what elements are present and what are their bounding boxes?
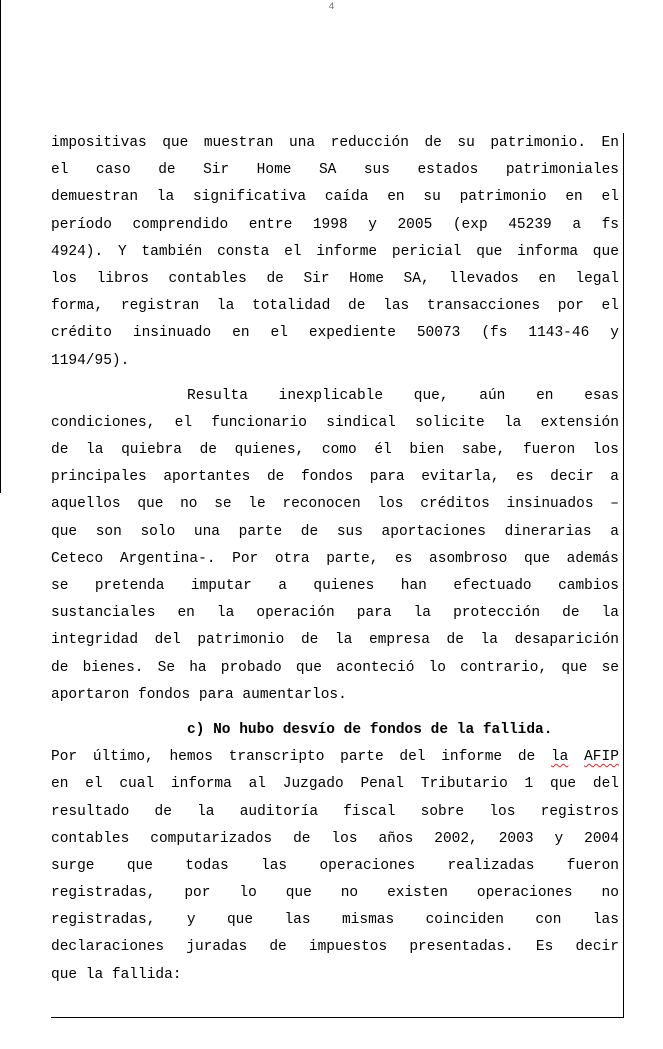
word: condiciones, bbox=[51, 414, 156, 431]
word: Ceteco bbox=[51, 550, 104, 567]
word: juradas bbox=[186, 939, 248, 956]
word: registran bbox=[120, 298, 200, 315]
word: (fs bbox=[481, 325, 508, 342]
word: el bbox=[284, 243, 302, 260]
word: realizadas bbox=[447, 857, 535, 874]
word: estados bbox=[417, 162, 479, 179]
word: que bbox=[162, 135, 189, 151]
text-line bbox=[51, 962, 619, 989]
word: comprendido bbox=[132, 216, 229, 233]
word: último, bbox=[92, 749, 154, 766]
word: 1 bbox=[524, 776, 534, 793]
word: los bbox=[331, 830, 358, 847]
word: quienes bbox=[313, 578, 375, 594]
word: funcionario bbox=[211, 414, 308, 431]
word: las bbox=[284, 912, 311, 929]
word: que bbox=[137, 496, 164, 513]
word: sabe, bbox=[461, 442, 506, 459]
word: aportaron bbox=[51, 686, 130, 703]
word: quiebra bbox=[121, 442, 182, 459]
word: el bbox=[601, 189, 619, 206]
text-line bbox=[51, 383, 619, 410]
word: que, bbox=[413, 387, 449, 404]
word: presentadas. bbox=[409, 939, 514, 956]
word: se bbox=[214, 496, 232, 513]
document-body bbox=[51, 130, 619, 989]
word: operaciones bbox=[319, 857, 416, 874]
word: que bbox=[523, 550, 551, 567]
word: (exp bbox=[452, 216, 488, 233]
text-line bbox=[51, 491, 619, 518]
word: que bbox=[285, 885, 312, 902]
word: sus bbox=[363, 162, 390, 179]
word: en bbox=[538, 270, 556, 287]
word: desaparición bbox=[514, 632, 619, 649]
word: fondos bbox=[138, 686, 191, 703]
word: a bbox=[572, 216, 582, 233]
word: los bbox=[592, 442, 619, 459]
word: del bbox=[399, 749, 426, 766]
word: Sir bbox=[303, 270, 330, 287]
text-line bbox=[51, 293, 619, 320]
word: todas bbox=[185, 857, 229, 874]
text-line bbox=[51, 853, 619, 880]
word: 50073 bbox=[416, 325, 461, 342]
word: el bbox=[270, 325, 288, 342]
word: patrimonio bbox=[197, 632, 285, 649]
word: que bbox=[550, 776, 577, 793]
word: aún bbox=[479, 387, 506, 404]
word: las bbox=[592, 912, 619, 929]
word: parte bbox=[340, 749, 384, 766]
word: no bbox=[180, 496, 198, 513]
word: extensión bbox=[540, 414, 619, 431]
word: reconocen bbox=[282, 496, 361, 513]
text-line bbox=[51, 266, 619, 293]
word: legal bbox=[575, 270, 619, 287]
word: 2005 bbox=[397, 216, 433, 233]
text-line bbox=[51, 907, 619, 934]
word: período bbox=[51, 216, 112, 233]
word: aquellos bbox=[51, 496, 121, 513]
word: Se bbox=[157, 659, 176, 676]
word: Tributario bbox=[420, 776, 508, 793]
word: parte bbox=[238, 523, 283, 540]
text-line bbox=[51, 519, 619, 546]
word: operación bbox=[256, 605, 335, 622]
word: de bbox=[266, 469, 285, 486]
right-margin-line bbox=[623, 133, 624, 1018]
word: impositivas bbox=[51, 135, 147, 151]
word: años bbox=[378, 830, 414, 847]
word: en bbox=[387, 189, 405, 206]
word: efectuado bbox=[453, 578, 532, 594]
text-line bbox=[51, 600, 619, 627]
word: fueron bbox=[566, 857, 619, 874]
word: computarizados bbox=[150, 830, 273, 847]
word: patrimonio. bbox=[490, 135, 587, 151]
word: asombroso bbox=[429, 550, 508, 567]
word: informe bbox=[316, 243, 378, 260]
word: cual bbox=[119, 776, 155, 793]
word: la bbox=[550, 749, 569, 766]
word: 1143-46 bbox=[528, 325, 590, 342]
word: son bbox=[95, 523, 122, 540]
text-line bbox=[51, 880, 619, 907]
word: – bbox=[610, 496, 619, 513]
word: fondos bbox=[300, 469, 354, 486]
word: registros bbox=[540, 803, 619, 820]
word: Penal bbox=[360, 776, 404, 793]
word: la bbox=[156, 189, 175, 206]
text-line bbox=[51, 320, 619, 347]
section-heading: c) No hubo desvío de fondos de la fallida. bbox=[187, 721, 553, 738]
word: reducción bbox=[330, 135, 409, 151]
word: de bbox=[158, 162, 176, 179]
word: insinuado bbox=[132, 325, 212, 342]
word: a bbox=[610, 523, 619, 540]
word: se bbox=[51, 578, 69, 594]
word: caso bbox=[95, 162, 131, 179]
word: informa bbox=[517, 243, 579, 260]
word: 1194/95). bbox=[51, 352, 130, 369]
word: de bbox=[348, 298, 366, 315]
word: por bbox=[184, 885, 211, 902]
word: decir bbox=[575, 939, 619, 956]
word: mismas bbox=[341, 912, 395, 929]
text-line bbox=[51, 546, 619, 573]
word: sobre bbox=[420, 803, 465, 820]
word: sindical bbox=[326, 414, 396, 431]
word: para bbox=[369, 469, 405, 486]
word: contrario, bbox=[460, 659, 548, 676]
word: bien bbox=[409, 442, 445, 459]
text-line bbox=[51, 184, 619, 211]
word: que bbox=[476, 243, 503, 260]
word: es bbox=[516, 469, 534, 486]
word: que bbox=[561, 659, 588, 676]
word: que bbox=[51, 523, 78, 540]
word: decir bbox=[550, 469, 594, 486]
word: quienes, bbox=[234, 442, 305, 459]
word: totalidad bbox=[252, 298, 331, 315]
word: y bbox=[554, 830, 564, 847]
paragraph bbox=[51, 130, 619, 375]
word: y bbox=[610, 325, 619, 342]
word: fs bbox=[601, 216, 619, 233]
word: de bbox=[300, 632, 319, 649]
word: resultado bbox=[51, 803, 130, 820]
word: en bbox=[51, 776, 69, 793]
word: operaciones bbox=[476, 885, 573, 902]
word: como bbox=[321, 442, 357, 459]
word: que bbox=[226, 912, 254, 929]
word: transacciones bbox=[426, 298, 541, 315]
word: la bbox=[216, 605, 235, 622]
word: de bbox=[154, 803, 172, 820]
word: han bbox=[400, 578, 427, 594]
word: con bbox=[535, 912, 562, 929]
word: 1998 bbox=[312, 216, 348, 233]
text-line bbox=[51, 799, 619, 826]
word: de bbox=[446, 632, 464, 649]
word: solicite bbox=[415, 414, 485, 431]
word: sustanciales bbox=[51, 605, 156, 622]
bottom-rule bbox=[51, 1017, 624, 1018]
word: surge bbox=[51, 857, 95, 874]
text-line bbox=[51, 157, 619, 184]
word: contables bbox=[51, 830, 130, 847]
word: dinerarias bbox=[504, 523, 592, 540]
word: protección bbox=[453, 605, 541, 622]
word: inexplicable bbox=[278, 387, 384, 404]
text-line bbox=[51, 573, 619, 600]
word: para bbox=[356, 605, 392, 622]
word: créditos bbox=[420, 496, 490, 513]
word: registradas, bbox=[51, 912, 156, 929]
word: auditoría bbox=[239, 803, 319, 820]
word: Sir bbox=[203, 162, 230, 179]
word: una bbox=[193, 523, 221, 540]
word: los bbox=[489, 803, 516, 820]
word: su bbox=[423, 189, 441, 206]
word: consta bbox=[217, 243, 270, 260]
word: en bbox=[565, 189, 583, 206]
text-line bbox=[51, 410, 619, 437]
paragraph-gap bbox=[51, 709, 619, 717]
word: registradas, bbox=[51, 885, 156, 902]
word: existen bbox=[387, 885, 448, 902]
word: llevados bbox=[449, 270, 519, 287]
text-line bbox=[51, 212, 619, 239]
word: esas bbox=[584, 387, 619, 404]
word: de bbox=[51, 659, 69, 676]
word: aumentarlos. bbox=[242, 686, 347, 703]
word: informa bbox=[170, 776, 232, 793]
word: 4924). bbox=[51, 243, 104, 260]
word: Y bbox=[117, 243, 127, 260]
word: informe bbox=[441, 749, 503, 766]
word: los bbox=[51, 270, 78, 287]
word: al bbox=[248, 776, 267, 793]
word: patrimoniales bbox=[505, 162, 619, 179]
word: probado bbox=[220, 659, 282, 676]
word: de bbox=[269, 939, 287, 956]
word: evitarla, bbox=[421, 469, 500, 486]
word: la bbox=[197, 803, 215, 820]
word: imputar bbox=[190, 578, 252, 594]
word: En bbox=[601, 135, 619, 151]
word: 2002, bbox=[434, 830, 478, 847]
text-line bbox=[51, 744, 619, 771]
word: bienes. bbox=[82, 659, 144, 676]
text-line bbox=[51, 826, 619, 853]
word: ha bbox=[189, 659, 207, 676]
word: hemos bbox=[169, 749, 213, 766]
word: demuestran bbox=[51, 189, 139, 206]
word: la bbox=[85, 966, 104, 983]
word: aportantes bbox=[163, 469, 251, 486]
word: de bbox=[266, 270, 284, 287]
word: para bbox=[198, 686, 234, 703]
text-line bbox=[51, 239, 619, 266]
word: Argentina-. bbox=[119, 550, 216, 567]
word: significativa bbox=[192, 189, 307, 206]
word: una bbox=[289, 135, 316, 151]
word: muestran bbox=[203, 135, 274, 151]
word: pericial bbox=[391, 243, 462, 260]
page-number: 4 bbox=[328, 2, 335, 13]
text-line bbox=[51, 437, 619, 464]
text-line bbox=[51, 130, 619, 157]
word: parte, bbox=[326, 550, 379, 567]
word: Resulta bbox=[187, 387, 248, 404]
word: Juzgado bbox=[282, 776, 344, 793]
text-line bbox=[51, 655, 619, 682]
word: su bbox=[457, 135, 475, 151]
word: 2003 bbox=[498, 830, 534, 847]
word: el bbox=[174, 414, 193, 431]
word: los bbox=[377, 496, 404, 513]
word: fallida: bbox=[111, 966, 182, 983]
word: de bbox=[199, 442, 218, 459]
text-line bbox=[51, 771, 619, 798]
word: Por bbox=[51, 749, 78, 766]
word: que bbox=[51, 966, 78, 983]
word: y bbox=[186, 912, 196, 929]
word: patrimonio bbox=[459, 189, 547, 206]
word: expediente bbox=[308, 325, 396, 342]
word: transcripto bbox=[228, 749, 325, 766]
word: del bbox=[592, 776, 619, 793]
text-line bbox=[51, 464, 619, 491]
word: contables bbox=[168, 270, 247, 287]
word: Home bbox=[349, 270, 384, 287]
word: la bbox=[216, 298, 235, 315]
word: le bbox=[248, 496, 266, 513]
word: la bbox=[86, 442, 104, 459]
word: otra bbox=[274, 550, 310, 567]
word: del bbox=[154, 632, 181, 649]
word: sus bbox=[336, 523, 363, 540]
word: las bbox=[383, 298, 410, 315]
word: la bbox=[503, 414, 522, 431]
word: que bbox=[295, 659, 322, 676]
word: de bbox=[517, 749, 536, 766]
word: impuestos bbox=[308, 939, 388, 956]
word: además bbox=[566, 550, 619, 567]
word: las bbox=[261, 857, 288, 874]
word: de bbox=[293, 830, 311, 847]
word: también bbox=[141, 243, 203, 260]
text-line bbox=[51, 627, 619, 654]
word: a bbox=[610, 469, 619, 486]
word: y bbox=[368, 216, 377, 233]
word: de bbox=[51, 442, 69, 459]
word: no bbox=[601, 885, 619, 902]
word: en bbox=[536, 387, 554, 404]
word: de bbox=[300, 523, 319, 540]
word: fiscal bbox=[343, 803, 396, 820]
word: que bbox=[126, 857, 153, 874]
word: 2004 bbox=[584, 830, 619, 847]
word: la bbox=[334, 632, 353, 649]
text-line bbox=[51, 348, 619, 375]
word: SA bbox=[318, 162, 337, 179]
text-line bbox=[51, 682, 619, 709]
word: de bbox=[562, 605, 580, 622]
word: en bbox=[177, 605, 195, 622]
word: empresa bbox=[369, 632, 430, 649]
word: él bbox=[374, 442, 392, 459]
word: insinuados bbox=[506, 496, 594, 513]
word: integridad bbox=[51, 632, 139, 649]
word: se bbox=[601, 659, 619, 676]
word: la bbox=[601, 605, 619, 622]
paragraph bbox=[51, 717, 619, 989]
word: es bbox=[395, 550, 413, 567]
word: crédito bbox=[51, 325, 112, 342]
word: el bbox=[85, 776, 103, 793]
word: el bbox=[601, 298, 619, 315]
word: Home bbox=[256, 162, 292, 179]
word: coinciden bbox=[425, 912, 504, 929]
word: a bbox=[278, 578, 287, 594]
word: entre bbox=[248, 216, 293, 233]
word: AFIP bbox=[584, 749, 619, 766]
text-line bbox=[51, 934, 619, 961]
word: principales bbox=[51, 469, 147, 486]
word: fueron bbox=[522, 442, 576, 459]
word: 45239 bbox=[508, 216, 552, 233]
word: Es bbox=[535, 939, 554, 956]
paragraph-gap bbox=[51, 375, 619, 383]
word: la bbox=[480, 632, 498, 649]
left-margin-line bbox=[0, 0, 1, 493]
word: caída bbox=[324, 189, 369, 206]
word: declaraciones bbox=[51, 939, 165, 956]
word: de bbox=[424, 135, 442, 151]
word: aconteció bbox=[336, 659, 415, 676]
word: el bbox=[51, 162, 69, 179]
word: SA, bbox=[403, 270, 430, 287]
word: en bbox=[232, 325, 250, 342]
word: que bbox=[592, 243, 619, 260]
word: libros bbox=[96, 270, 149, 287]
word: pretenda bbox=[94, 578, 165, 594]
word: la bbox=[413, 605, 432, 622]
word: solo bbox=[140, 523, 176, 540]
paragraph bbox=[51, 383, 619, 709]
word: aportaciones bbox=[381, 523, 486, 540]
word: lo bbox=[428, 659, 446, 676]
word: Por bbox=[232, 550, 259, 567]
word: cambios bbox=[558, 578, 619, 594]
word: lo bbox=[239, 885, 257, 902]
word: forma, bbox=[51, 298, 104, 315]
word: por bbox=[557, 298, 584, 315]
word: no bbox=[340, 885, 359, 902]
